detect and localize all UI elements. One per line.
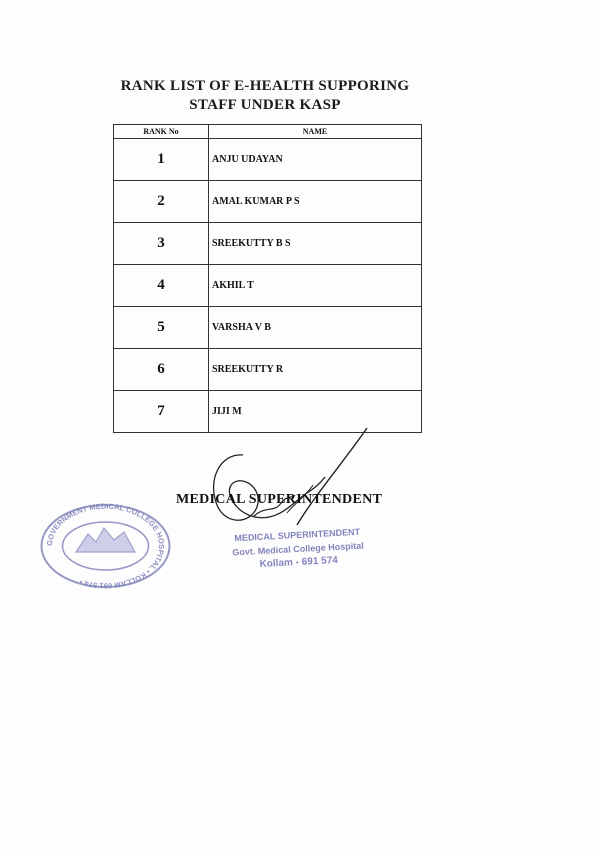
stamp-line-1: MEDICAL SUPERINTENDENT bbox=[234, 526, 361, 544]
staff-name: JIJI M bbox=[209, 391, 422, 433]
staff-name: SREEKUTTY R bbox=[209, 349, 422, 391]
signatory-title: MEDICAL SUPERINTENDENT bbox=[176, 492, 383, 507]
staff-name: AKHIL T bbox=[209, 265, 422, 307]
signature-icon bbox=[195, 425, 380, 535]
table-header-row bbox=[114, 125, 422, 139]
seal-text: GOVERNMENT MEDICAL COLLEGE HOSPITAL • KOLLAM 691 574 • bbox=[44, 502, 167, 590]
rank-number: 2 bbox=[114, 181, 209, 223]
table-row bbox=[114, 223, 422, 265]
rank-number: 4 bbox=[114, 265, 209, 307]
column-header-rank-no: RANK No bbox=[114, 125, 209, 139]
staff-name: AMAL KUMAR P S bbox=[209, 181, 422, 223]
rank-number: 6 bbox=[114, 349, 209, 391]
table-row bbox=[114, 139, 422, 181]
rank-number: 7 bbox=[114, 391, 209, 433]
staff-name: SREEKUTTY B S bbox=[209, 223, 422, 265]
rank-number: 3 bbox=[114, 223, 209, 265]
office-seal-icon bbox=[38, 502, 173, 590]
table-row bbox=[114, 349, 422, 391]
stamp-line-3: Kollam - 691 574 bbox=[259, 554, 339, 571]
rank-number: 5 bbox=[114, 307, 209, 349]
staff-name: ANJU UDAYAN bbox=[209, 139, 422, 181]
stamp-line-2: Govt. Medical College Hospital bbox=[232, 540, 364, 558]
office-stamp bbox=[217, 524, 379, 574]
table-row bbox=[114, 307, 422, 349]
rank-number: 1 bbox=[114, 139, 209, 181]
table-row bbox=[114, 265, 422, 307]
table-row bbox=[114, 181, 422, 223]
document-title-line-2: STAFF UNDER KASP bbox=[189, 97, 341, 113]
document-title-line-1: RANK LIST OF E-HEALTH SUPPORING bbox=[120, 78, 410, 94]
column-header-name: NAME bbox=[209, 125, 422, 139]
staff-name: VARSHA V B bbox=[209, 307, 422, 349]
rank-list-table bbox=[113, 124, 422, 433]
